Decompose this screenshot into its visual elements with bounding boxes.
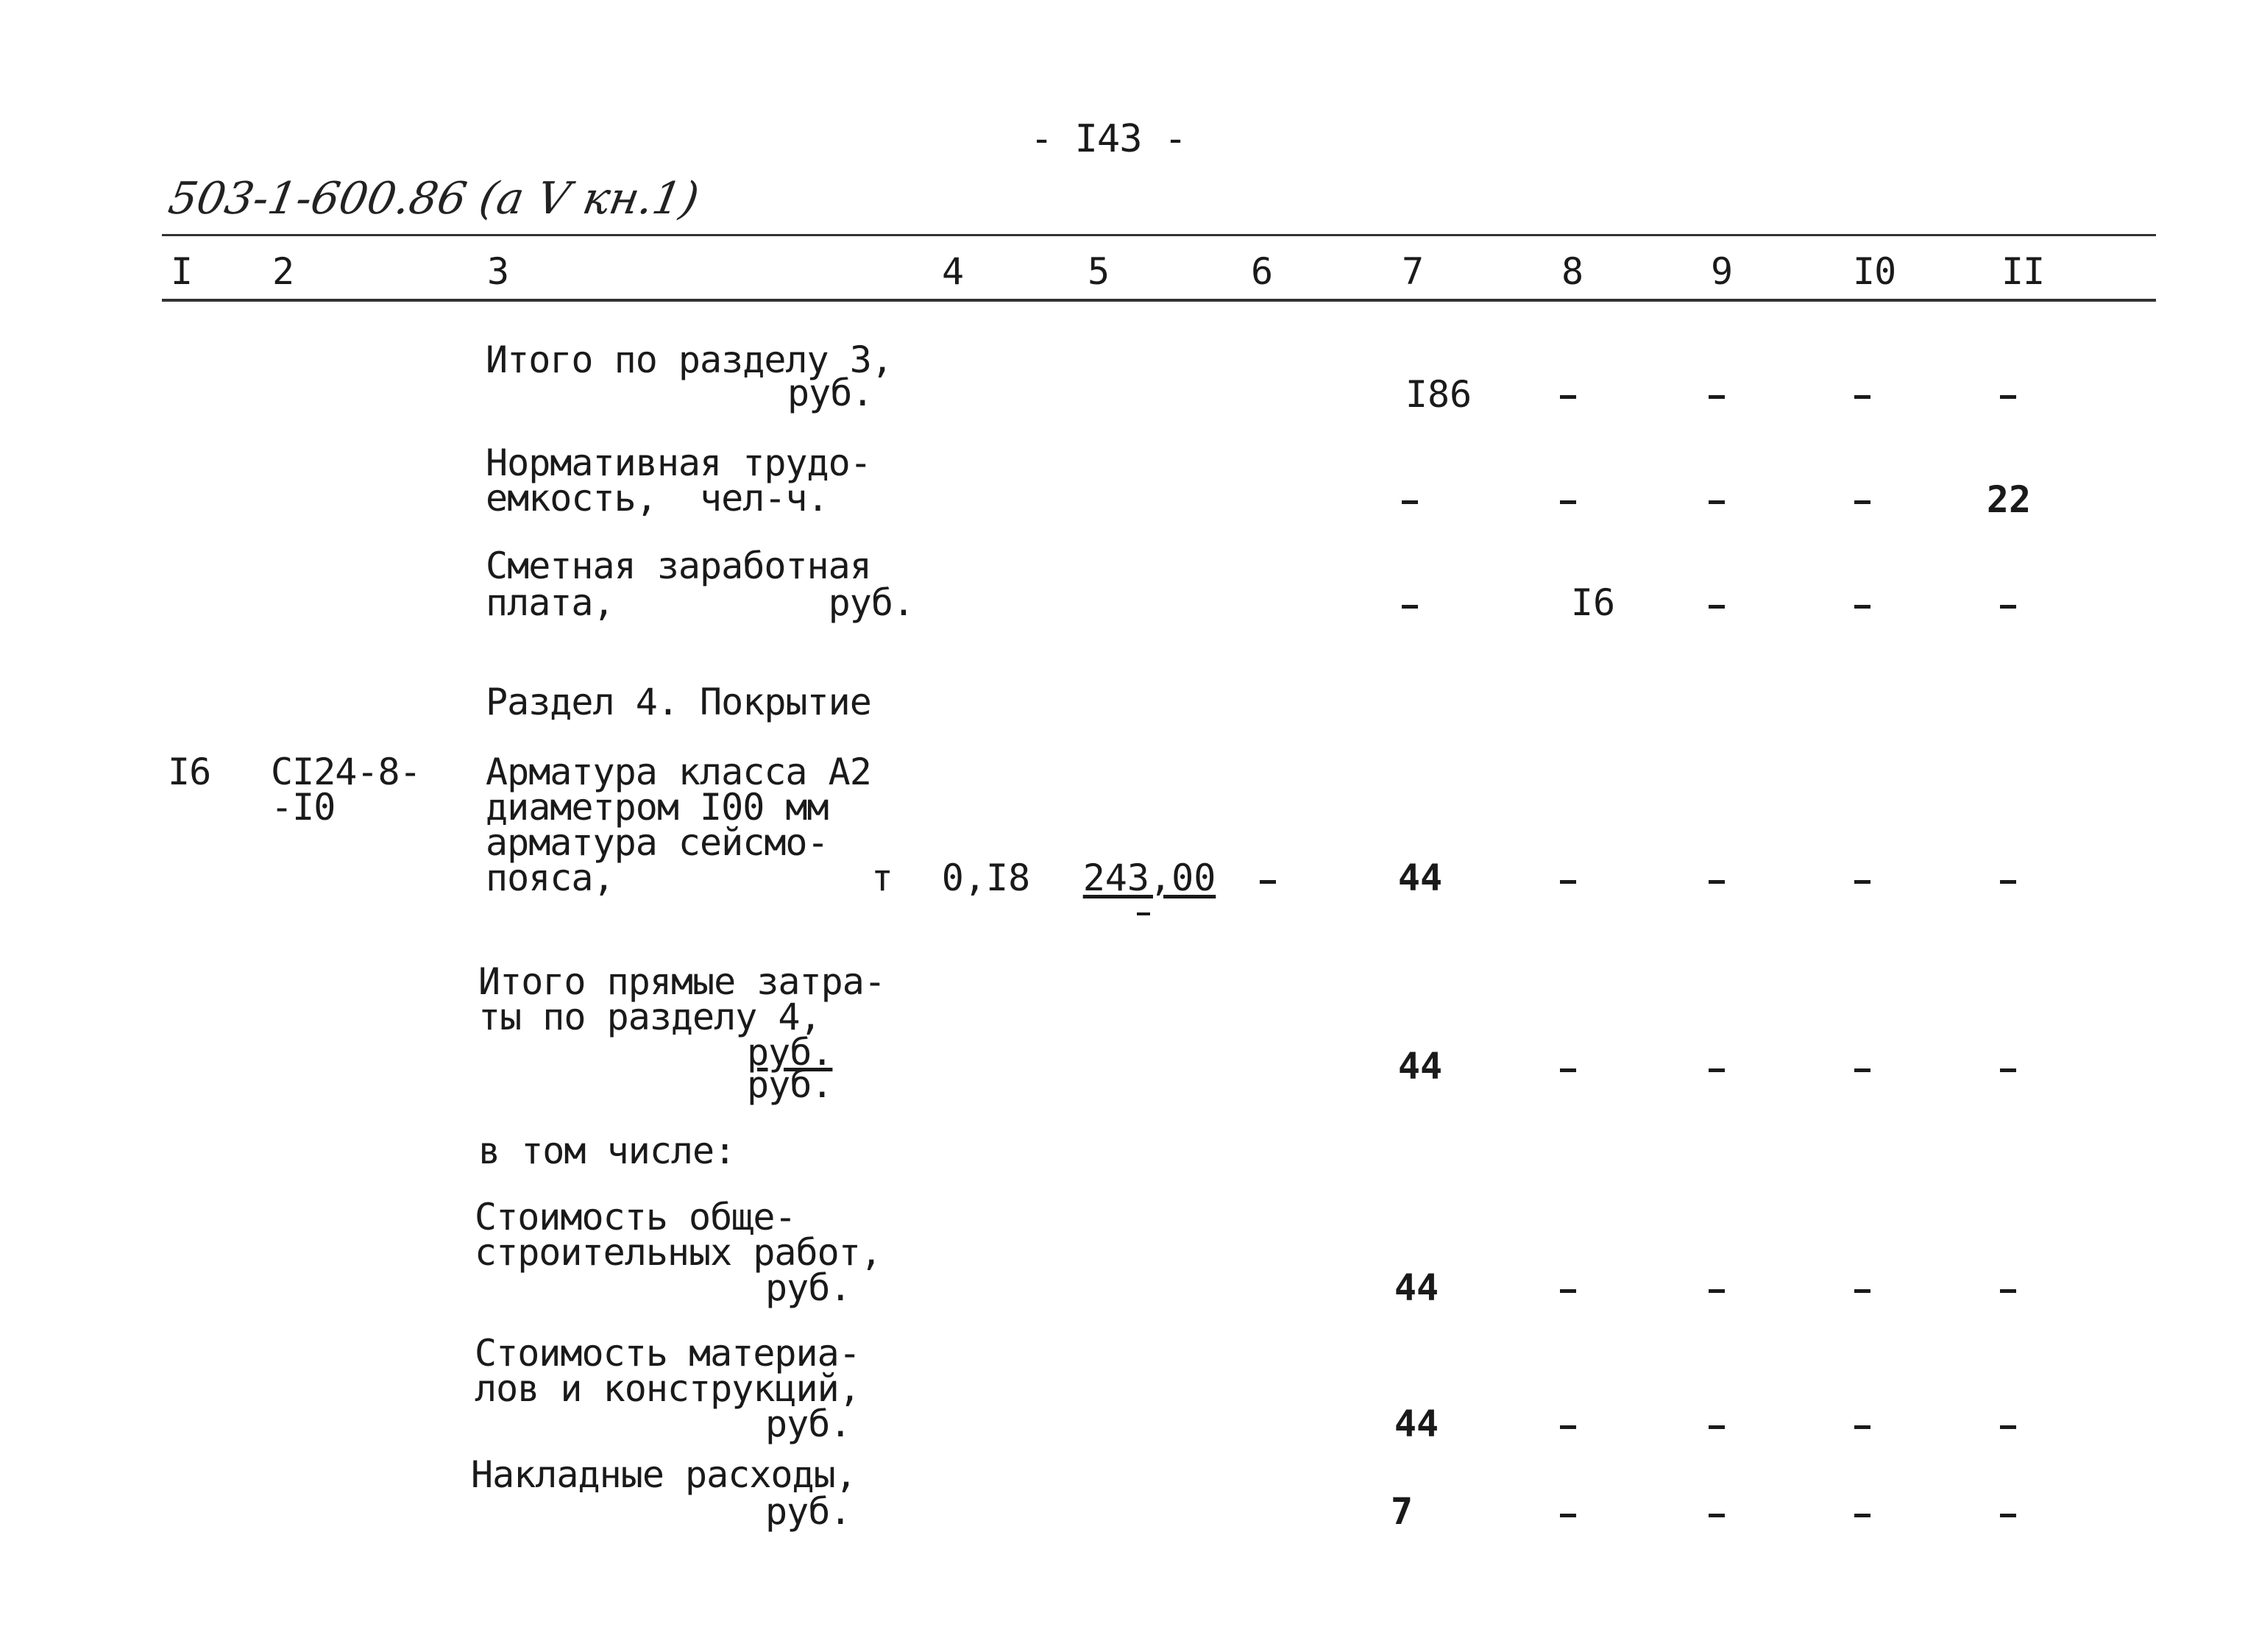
col-header-4: 4 (942, 250, 964, 293)
row-unit-denominator: руб. (747, 1063, 833, 1106)
col-header-1: I (171, 250, 193, 293)
row-description-line2: строительных работ, (475, 1231, 882, 1274)
cell-col7: 44 (1394, 1403, 1439, 1445)
row-description-line1: Арматура класса А2 (486, 751, 871, 793)
cell-col8-dash (1560, 395, 1576, 399)
cell-col8-dash (1560, 500, 1576, 504)
cell-col8-dash (1560, 1068, 1576, 1072)
cell-col6-dash (1260, 880, 1276, 884)
cell-col10-dash (1854, 500, 1870, 504)
cell-col7: 44 (1394, 1266, 1439, 1309)
row-description-line1: Стоимость обще- (475, 1196, 796, 1238)
cell-col10-dash (1854, 1514, 1870, 1517)
cell-col9-dash (1709, 500, 1725, 504)
cell-col9-dash (1709, 395, 1725, 399)
cell-col11-dash (2000, 880, 2016, 884)
col-header-9: 9 (1711, 250, 1733, 293)
cell-col10-dash (1854, 880, 1870, 884)
cell-col7-dash (1402, 500, 1418, 504)
col-header-5: 5 (1088, 250, 1110, 293)
cell-col9-dash (1709, 1514, 1725, 1517)
cell-col10-dash (1854, 1289, 1870, 1293)
row-description-line4: пояса, т (486, 857, 893, 899)
row-description-line1: Стоимость материа- (475, 1332, 860, 1375)
col-header-11: II (2001, 250, 2045, 293)
cell-col11-dash (2000, 605, 2016, 609)
cell-col10-dash (1854, 395, 1870, 399)
cell-col9-dash (1709, 880, 1725, 884)
cell-col7: 44 (1397, 857, 1443, 899)
cell-col4: 0,I8 (941, 857, 1031, 899)
cell-col11-dash (2000, 395, 2016, 399)
table-header-rule (162, 299, 2156, 302)
page-number: - I43 - (1030, 117, 1187, 161)
col-header-10: I0 (1853, 250, 1896, 293)
cell-col11-dash (2000, 1514, 2016, 1517)
cell-col7-dash (1402, 605, 1418, 609)
row-unit: руб. (765, 1266, 851, 1309)
cell-col8-dash (1560, 1514, 1576, 1517)
cell-col7: I86 (1405, 373, 1472, 416)
row-description: Итого по разделу 3, (486, 338, 893, 381)
cell-col8: I6 (1570, 581, 1616, 624)
cell-col11: 22 (1986, 478, 2032, 521)
row-unit: руб. (787, 372, 873, 414)
cell-col9-dash (1709, 1289, 1725, 1293)
cell-col8-dash (1560, 880, 1576, 884)
cell-col5: 243,00 (1082, 857, 1216, 899)
row-code-line2: -I0 (271, 786, 336, 829)
col-header-7: 7 (1402, 250, 1424, 293)
cell-col11-dash (2000, 1289, 2016, 1293)
cell-col11-dash (2000, 1068, 2016, 1072)
row-description-line2: емкость, чел-ч. (486, 477, 829, 520)
row-description-line2: ты по разделу 4, (478, 996, 821, 1038)
cell-col7: 7 (1390, 1490, 1414, 1533)
row-unit: руб. (765, 1403, 851, 1445)
cell-col9-dash (1709, 1068, 1725, 1072)
row-unit-numerator: руб. (747, 1031, 833, 1074)
row-description-line1: Сметная заработная (486, 545, 871, 587)
cell-col8-dash (1560, 1289, 1576, 1293)
cell-col11-dash (2000, 1425, 2016, 1429)
row-description-line1: Накладные расходы, (471, 1453, 857, 1496)
row-description-line2: диаметром I00 мм (486, 786, 829, 829)
section-title: Раздел 4. Покрытие (486, 681, 871, 723)
row-description-line1: Нормативная трудо- (486, 442, 871, 484)
cell-col10-dash (1854, 1425, 1870, 1429)
cell-col9-dash (1709, 605, 1725, 609)
row-description-line2: лов и конструкций, (475, 1367, 860, 1410)
cell-col7: 44 (1397, 1045, 1443, 1088)
row-unit: руб. (765, 1490, 851, 1533)
table-top-rule (162, 234, 2156, 236)
row-description-line2: плата, руб. (486, 581, 915, 624)
col-header-8: 8 (1561, 250, 1584, 293)
cell-col10-dash (1854, 1068, 1870, 1072)
cell-col9-dash (1709, 1425, 1725, 1429)
subheading-including: в том числе: (478, 1130, 736, 1172)
cell-col10-dash (1854, 605, 1870, 609)
col-header-2: 2 (272, 250, 294, 293)
document-code: 503-1-600.86 (a V кн.1) (164, 173, 703, 224)
row-index: I6 (168, 751, 211, 793)
cell-col8-dash (1560, 1425, 1576, 1429)
row-description-line3: арматура сейсмо- (486, 821, 829, 864)
cell-col5-subdash (1137, 912, 1150, 915)
col-header-6: 6 (1251, 250, 1273, 293)
row-description-line1: Итого прямые затра- (478, 960, 885, 1003)
row-code-line1: CI24-8- (271, 751, 421, 793)
col-header-3: 3 (487, 250, 509, 293)
